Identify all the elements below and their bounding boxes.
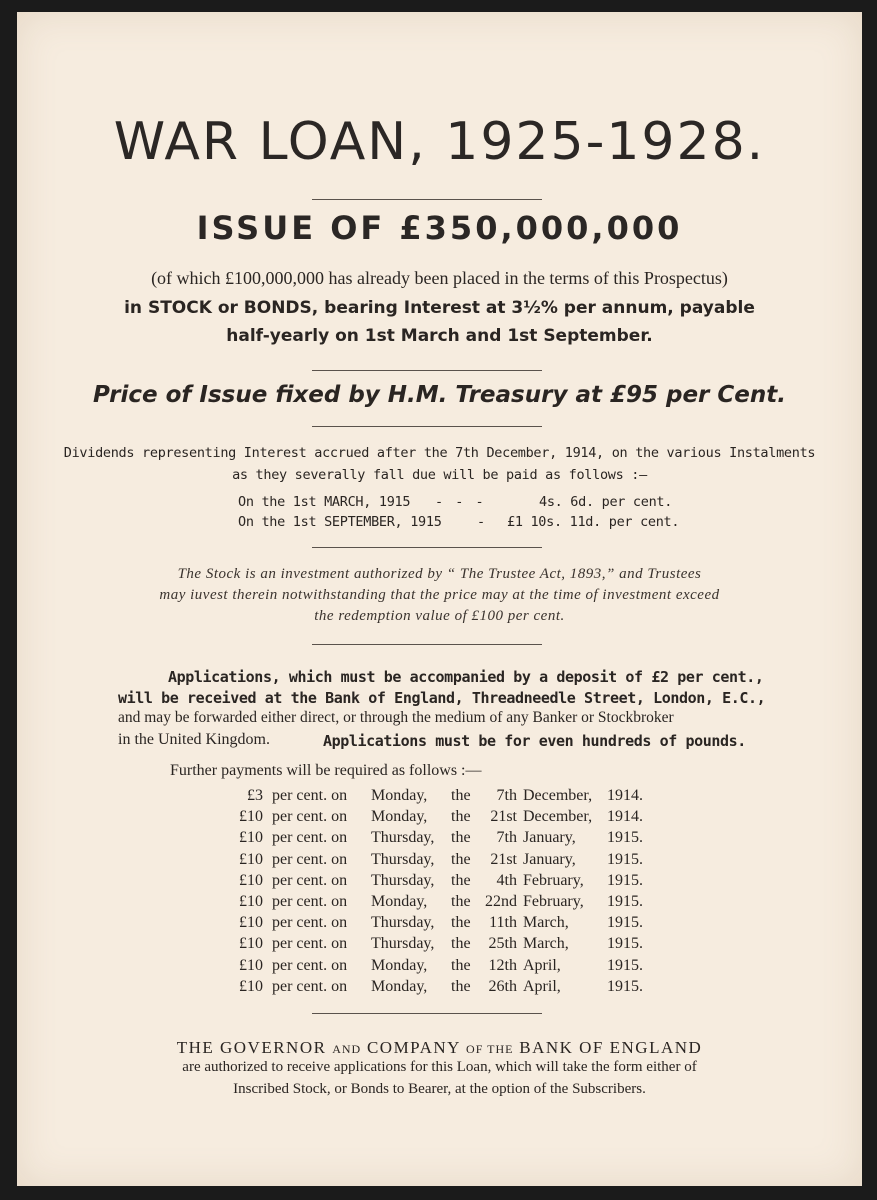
subtitle-line-2: in STOCK or BONDS, bearing Interest at 3½% per annum, payable [124,298,755,318]
payment-day: Thursday, [371,829,435,847]
governor-part: AND [332,1042,362,1056]
payment-month: February, [523,871,584,889]
payment-year: 1915. [607,829,643,847]
payment-day: Monday, [371,977,428,995]
payment-year: 1915. [607,893,643,910]
payment-unit: per cent. on [272,787,348,804]
payment-day: Thursday, [371,850,435,868]
payment-unit: per cent. on [272,829,348,847]
divider [312,426,542,427]
payment-day: Monday, [371,956,428,974]
payment-year: 1915. [607,871,643,889]
payment-month: February, [523,893,584,910]
payment-the: the [451,893,471,910]
payment-the: the [451,977,471,995]
payment-day: Monday, [371,808,428,826]
payment-amount: £10 [239,977,263,995]
payment-unit: per cent. on [272,893,348,910]
payment-day: Thursday, [371,871,435,889]
payment-day: Thursday, [371,914,435,932]
payment-month: March, [523,914,569,932]
issue-heading: ISSUE OF £350,000,000 [196,209,683,247]
payment-ord: 25th [488,935,517,953]
payment-unit: per cent. on [272,871,348,889]
dividend-dashes: - - - [435,494,486,510]
payment-amount: £10 [239,850,263,868]
payment-ord: 21st [490,850,517,868]
subtitle-line-1: (of which £100,000,000 has already been placed in the terms of this Prospectus) [151,268,728,288]
payment-month: December, [523,808,593,826]
dividend-date: On the 1st MARCH, 1915 [238,494,411,510]
payment-unit: per cent. on [272,850,348,868]
payment-the: the [451,808,471,826]
payment-ord: 11th [489,914,517,932]
payment-year: 1915. [607,914,643,932]
payment-year: 1915. [607,956,643,974]
governor-part: THE GOVERNOR [176,1038,327,1057]
trustee-line-1: The Stock is an investment authorized by “ The Trustee Act, 1893,” and Trustees [177,566,702,582]
payment-year: 1915. [607,977,643,995]
governor-part: OF THE [466,1042,514,1056]
payment-ord: 22nd [485,893,517,910]
payment-day: Monday, [371,893,428,910]
dividends-line-2: as they severally fall due will be paid as follows :— [232,467,647,483]
trustee-line-2: may iuvest therein notwithstanding that the price may at the time of investment exceed [159,587,720,603]
page-title: WAR LOAN, 1925-1928. [113,112,766,172]
governor-part: BANK OF ENGLAND [519,1038,703,1057]
payment-year: 1915. [607,850,643,868]
payment-ord: 7th [496,829,517,847]
payment-the: the [451,935,471,953]
dividend-date: On the 1st SEPTEMBER, 1915 [238,514,442,530]
payment-amount: £3 [247,787,263,804]
payment-unit: per cent. on [272,956,348,974]
payment-unit: per cent. on [272,977,348,995]
divider [312,199,542,200]
payment-amount: £10 [239,956,263,974]
governor-line-3: Inscribed Stock, or Bonds to Bearer, at the option of the Subscribers. [233,1081,646,1097]
price-of-issue: Price of Issue fixed by H.M. Treasury at £95 per Cent. [92,382,786,408]
payment-amount: £10 [239,808,263,826]
trustee-line-3: the redemption value of £100 per cent. [314,608,565,624]
payment-the: the [451,956,471,974]
payment-month: March, [523,935,569,953]
dividend-amount: £1 10s. 11d. per cent. [507,514,680,530]
payment-month: April, [523,977,561,995]
dividend-dashes: - [477,514,485,530]
dividend-row [238,514,442,530]
payment-amount: £10 [239,893,263,910]
payment-unit: per cent. on [272,808,348,826]
payment-ord: 4th [496,871,517,889]
payment-month: January, [523,850,576,868]
dividends-line-1: Dividends representing Interest accrued after the 7th December, 1914, on the various Instalments [63,445,816,461]
payment-year: 1914. [607,808,643,826]
payment-year: 1915. [607,935,643,953]
further-payments-heading: Further payments will be required as follows :— [170,762,482,779]
payment-ord: 26th [488,977,517,995]
applications-line-4a: in the United Kingdom. [118,731,270,748]
payment-the: the [451,850,471,868]
payment-ord: 12th [488,956,517,974]
governor-line-2: are authorized to receive applications for this Loan, which will take the form either of [182,1059,697,1075]
payment-ord: 7th [496,787,517,804]
payment-amount: £10 [239,914,263,932]
payment-the: the [451,914,471,932]
subtitle-line-3: half-yearly on 1st March and 1st September. [226,326,653,346]
divider [312,547,542,548]
divider [312,1013,542,1014]
payment-amount: £10 [239,935,263,953]
divider [312,644,542,645]
dividend-amount: 4s. 6d. per cent. [539,494,673,510]
prospectus-page [17,12,862,1186]
payment-year: 1914. [607,787,643,804]
payment-day: Thursday, [371,935,435,953]
governor-part: COMPANY [366,1038,461,1057]
payment-the: the [451,787,471,804]
applications-line-1: Applications, which must be accompanied by a deposit of £2 per cent., [168,668,764,686]
payment-unit: per cent. on [272,935,348,953]
payment-month: December, [523,787,593,804]
payment-the: the [451,829,471,847]
applications-line-2: will be received at the Bank of England, Threadneedle Street, London, E.C., [118,689,766,707]
payment-ord: 21st [490,808,517,826]
payment-month: January, [523,829,576,847]
governor-line-1 [17,1038,862,1058]
divider [312,370,542,371]
payment-the: the [451,871,471,889]
payment-amount: £10 [239,871,263,889]
payment-amount: £10 [239,829,263,847]
payment-unit: per cent. on [272,914,348,932]
applications-line-3: and may be forwarded either direct, or through the medium of any Banker or Stockbroker [118,709,674,726]
payment-day: Monday, [371,787,428,804]
dividend-row [238,494,410,510]
applications-line-4b: Applications must be for even hundreds of pounds. [323,732,746,750]
payment-month: April, [523,956,561,974]
